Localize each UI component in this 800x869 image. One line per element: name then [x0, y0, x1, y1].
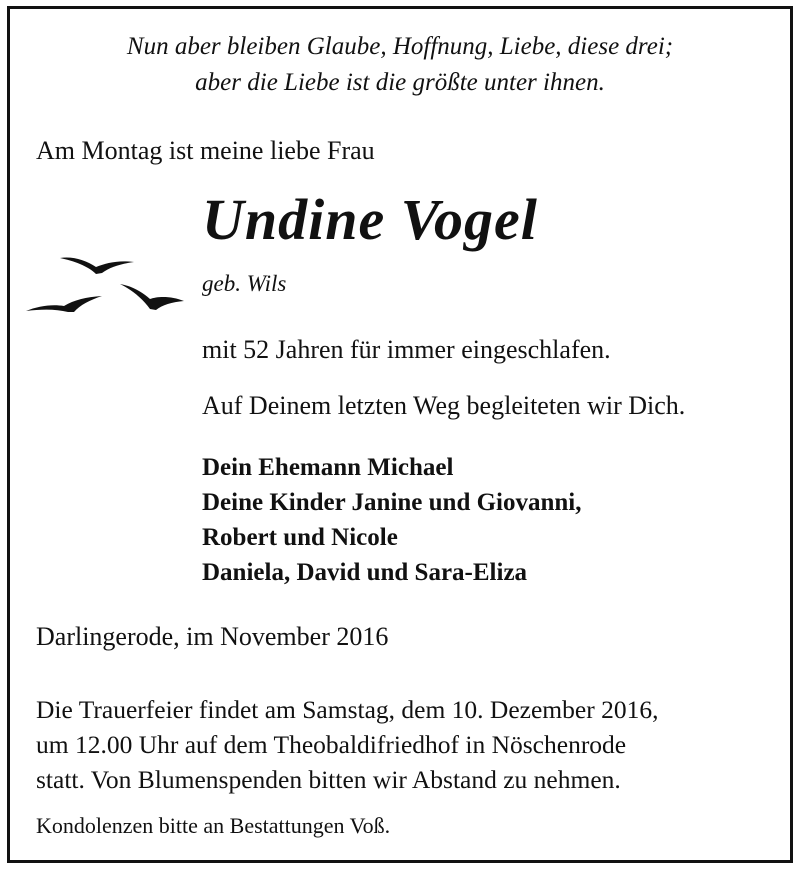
mourner-line: Robert und Nicole	[202, 524, 398, 551]
age-line: mit 52 Jahren für immer eingeschlafen.	[202, 335, 611, 364]
flying-birds-icon	[24, 246, 214, 326]
deceased-name: Undine Vogel	[202, 187, 538, 252]
intro-text: Am Montag ist meine liebe Frau	[36, 136, 375, 165]
bird-icon	[120, 284, 184, 310]
mourner-line: Dein Ehemann Michael	[202, 454, 454, 481]
birth-name: geb. Wils	[202, 271, 287, 296]
mourner-line: Deine Kinder Janine und Giovanni,	[202, 489, 582, 516]
farewell-line: Auf Deinem letzten Weg begleiteten wir Dich.	[202, 391, 686, 420]
place-date: Darlingerode, im November 2016	[36, 622, 389, 651]
bird-icon	[26, 296, 102, 312]
condolences-note: Kondolenzen bitte an Bestattungen Voß.	[36, 813, 391, 838]
funeral-line-1: Die Trauerfeier findet am Samstag, dem 10. Dezember 2016,	[36, 695, 659, 724]
bible-quote-line-1: Nun aber bleiben Glaube, Hoffnung, Liebe, diese drei;	[126, 33, 674, 60]
bird-icon	[60, 257, 134, 274]
funeral-line-3: statt. Von Blumenspenden bitten wir Abstand zu nehmen.	[36, 765, 621, 794]
bible-quote-line-2: aber die Liebe ist die größte unter ihnen.	[195, 69, 605, 96]
mourner-line: Daniela, David und Sara-Eliza	[202, 559, 528, 586]
funeral-line-2: um 12.00 Uhr auf dem Theobaldifriedhof in Nöschenrode	[36, 730, 627, 759]
